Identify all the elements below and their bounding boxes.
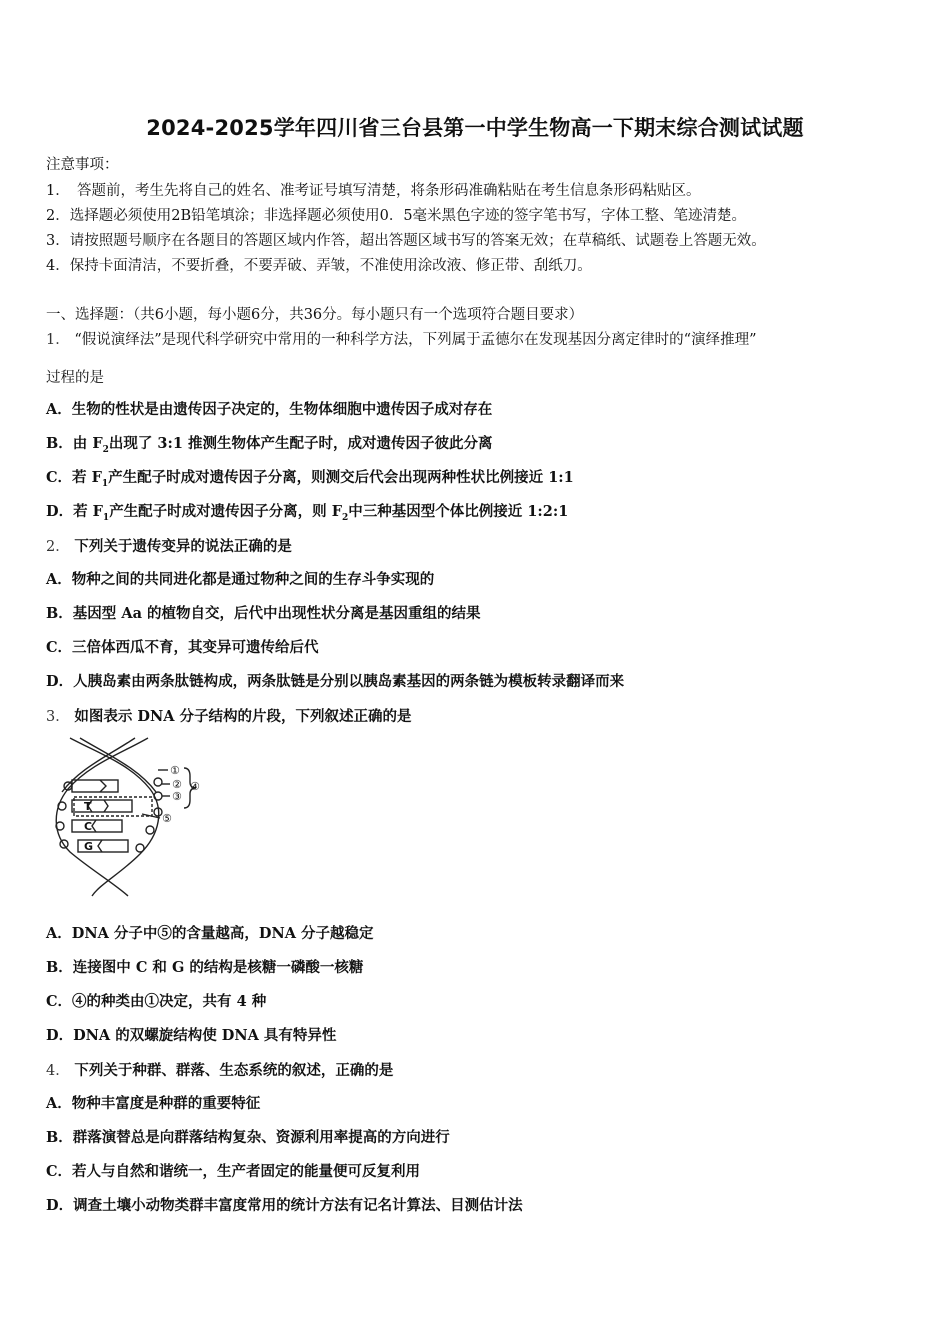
option-letter: A． — [46, 925, 72, 942]
option-letter: C． — [46, 1163, 73, 1180]
phosphate — [154, 778, 162, 786]
question-3-option-c[interactable] — [46, 990, 266, 1011]
question-3-stem — [46, 705, 412, 726]
notice-item-1: 1． 答题前，考生先将自己的姓名、准考证号填写清楚，将条形码准确粘贴在考生信息条形码粘贴区。 — [46, 183, 701, 199]
option-text: 物种丰富度是种群的重要特征 — [71, 1095, 261, 1112]
figure-label-4: ④ — [190, 780, 200, 793]
question-1-stem — [46, 328, 757, 349]
option-text: ④的种类由①决定，共有 4 种 — [72, 993, 267, 1010]
dna-structure-figure — [40, 734, 200, 900]
question-1-option-a[interactable] — [46, 398, 492, 419]
base-notch — [104, 800, 108, 812]
question-3-number: 3． — [46, 709, 70, 725]
base-notch — [92, 820, 96, 832]
option-text: 中三种基因型个体比例接近 1:2:1 — [348, 503, 569, 520]
option-text: 三倍体西瓜不育，其变异可遗传给后代 — [72, 639, 319, 656]
option-text: DNA 的双螺旋结构使 DNA 具有特异性 — [73, 1027, 337, 1044]
option-letter: B． — [46, 1129, 73, 1146]
phosphate — [154, 792, 162, 800]
base-pair — [72, 780, 118, 792]
question-2-option-a[interactable] — [46, 568, 434, 589]
base-notch — [98, 840, 102, 852]
question-2-number: 2． — [46, 539, 70, 555]
notice-item-2: 2．选择题必须使用2B铅笔填涂；非选择题必须使用0．5毫米黑色字迹的签字笔书写，字体工整、笔迹清楚。 — [46, 208, 747, 224]
figure-label-1: ① — [170, 764, 180, 777]
base-pair — [72, 800, 132, 812]
option-letter: B． — [46, 435, 73, 452]
figure-base-g: G — [84, 840, 94, 853]
option-letter: C． — [46, 639, 73, 656]
option-text: 若 F — [73, 503, 103, 520]
option-letter: A． — [46, 571, 72, 588]
option-letter: A． — [46, 401, 72, 418]
figure-base-t: T — [84, 800, 92, 813]
base-pair — [72, 820, 122, 832]
option-text: 若人与自然和谐统一，生产者固定的能量便可反复利用 — [72, 1163, 421, 1180]
question-4-number: 4． — [46, 1063, 70, 1079]
question-1-stem-line1: “假说演绎法”是现代科学研究中常用的一种科学方法，下列属于孟德尔在发现基因分离定律时的“演绎推理” — [74, 332, 757, 348]
subscript: 2 — [342, 512, 349, 523]
dna-backbone-left — [70, 738, 159, 896]
option-letter: D． — [46, 1197, 74, 1214]
figure-label-5: ⑤ — [162, 812, 172, 825]
subscript: 2 — [102, 444, 109, 455]
question-4-option-d[interactable] — [46, 1194, 523, 1215]
question-1-option-c[interactable] — [46, 466, 574, 489]
question-4-stem-text: 下列关于种群、群落、生态系统的叙述，正确的是 — [74, 1062, 394, 1079]
subscript: 1 — [101, 478, 109, 489]
option-text: 物种之间的共同进化都是通过物种之间的生存斗争实现的 — [71, 571, 435, 588]
section-heading: 一、选择题：（共6小题，每小题6分，共36分。每小题只有一个选项符合题目要求） — [46, 307, 584, 323]
option-text: DNA 分子中⑤的含量越高，DNA 分子越稳定 — [71, 925, 374, 942]
dna-backbone-right — [56, 738, 148, 896]
question-3-stem-text: 如图表示 DNA 分子结构的片段，下列叙述正确的是 — [74, 708, 412, 725]
question-4-option-c[interactable] — [46, 1160, 420, 1181]
option-letter: D． — [46, 673, 74, 690]
notice-heading: 注意事项： — [46, 157, 119, 173]
question-3-option-b[interactable] — [46, 956, 363, 977]
option-letter: D． — [46, 503, 74, 520]
question-2-option-d[interactable] — [46, 670, 624, 691]
subscript: 1 — [102, 512, 110, 523]
question-4-option-b[interactable] — [46, 1126, 450, 1147]
question-1-stem-line2: 过程的是 — [46, 370, 104, 386]
question-2-option-c[interactable] — [46, 636, 319, 657]
option-text: 基因型 Aa 的植物自交，后代中出现性状分离是基因重组的结果 — [72, 605, 481, 622]
question-4-option-a[interactable] — [46, 1092, 260, 1113]
figure-base-c: C — [84, 820, 93, 833]
question-1-number: 1． — [46, 332, 70, 348]
figure-label-3: ③ — [172, 790, 182, 803]
option-letter: C． — [46, 993, 73, 1010]
notice-item-3: 3．请按照题号顺序在各题目的答题区域内作答，超出答题区域书写的答案无效；在草稿纸、试题卷上答题无效。 — [46, 233, 766, 249]
option-text: 产生配子时成对遗传因子分离，则 F — [109, 503, 343, 520]
page-title: 2024-2025学年四川省三台县第一中学生物高一下期末综合测试试题 — [146, 116, 804, 140]
option-text: 调查土壤小动物类群丰富度常用的统计方法有记名计算法、目测估计法 — [73, 1197, 523, 1214]
option-letter: D． — [46, 1027, 74, 1044]
question-1-option-b[interactable] — [46, 432, 493, 455]
question-2-stem-text: 下列关于遗传变异的说法正确的是 — [74, 538, 292, 555]
figure-label-2: ② — [172, 778, 182, 791]
option-text: 连接图中 C 和 G 的结构是核糖一磷酸一核糖 — [72, 959, 364, 976]
option-letter: A． — [46, 1095, 72, 1112]
option-text: 出现了 3:1 推测生物体产生配子时，成对遗传因子彼此分离 — [108, 435, 493, 452]
question-3-option-a[interactable] — [46, 922, 374, 943]
option-text: 由 F — [72, 435, 103, 452]
question-3-option-d[interactable] — [46, 1024, 336, 1045]
question-4-stem — [46, 1059, 393, 1080]
notice-item-4: 4．保持卡面清洁，不要折叠，不要弄破、弄皱，不准使用涂改液、修正带、刮纸刀。 — [46, 258, 592, 274]
base-notch — [100, 780, 106, 792]
option-letter: B． — [46, 605, 73, 622]
phosphate — [136, 844, 144, 852]
option-text: 群落演替总是向群落结构复杂、资源利用率提高的方向进行 — [72, 1129, 450, 1146]
option-letter: B． — [46, 959, 73, 976]
option-text: 人胰岛素由两条肽链构成，两条肽链是分别以胰岛素基因的两条链为模板转录翻译而来 — [73, 673, 625, 690]
option-text: 产生配子时成对遗传因子分离，则测交后代会出现两种性状比例接近 1:1 — [108, 469, 574, 486]
option-text: 若 F — [72, 469, 102, 486]
question-1-option-d[interactable] — [46, 500, 568, 523]
question-2-option-b[interactable] — [46, 602, 481, 623]
option-text: 生物的性状是由遗传因子决定的，生物体细胞中遗传因子成对存在 — [71, 401, 493, 418]
phosphate — [146, 826, 154, 834]
question-2-stem — [46, 535, 292, 556]
option-letter: C． — [46, 469, 73, 486]
